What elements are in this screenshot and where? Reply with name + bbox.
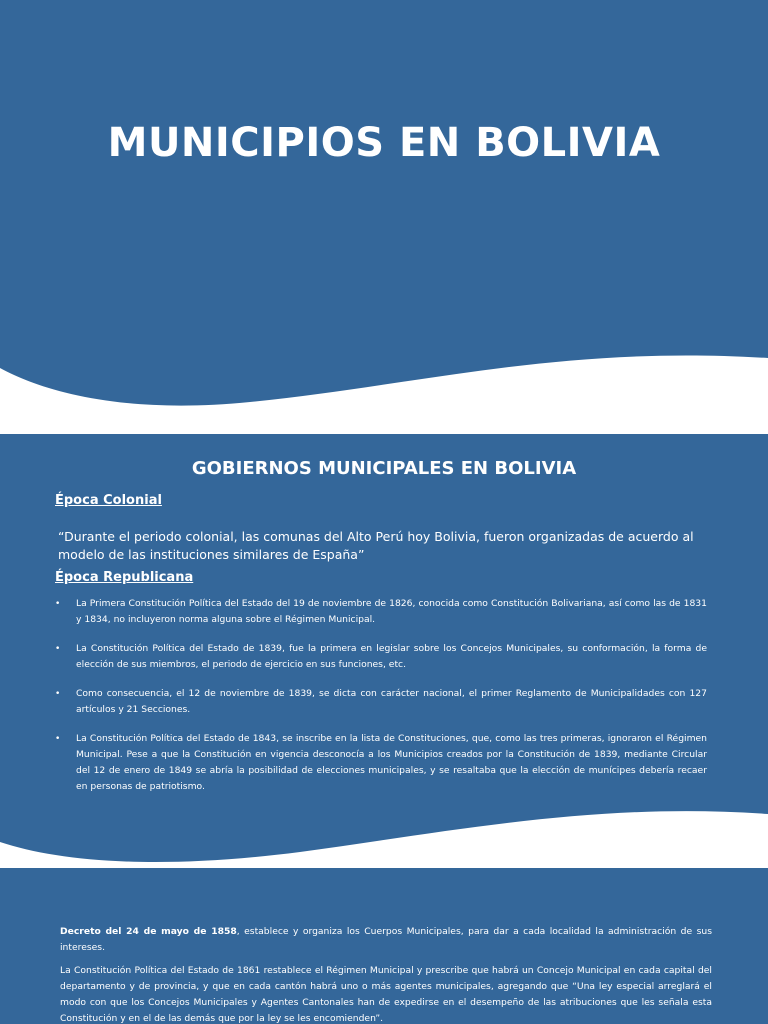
colonial-heading: Época Colonial — [55, 493, 162, 508]
list-item — [55, 596, 707, 628]
list-item — [55, 641, 707, 673]
decree-slide — [0, 868, 768, 1024]
colonial-quote: “Durante el periodo colonial, las comunas del Alto Perú hoy Bolivia, fueron organizadas de acuerdo al modelo de las instituciones similares de España” — [58, 529, 694, 562]
history-slide — [0, 434, 768, 866]
bullet-icon: • — [55, 644, 61, 654]
republican-heading: Época Republicana — [55, 570, 194, 585]
bullet-text: Como consecuencia, el 12 de noviembre de 1839, se dicta con carácter nacional, el primer Reglamento de Municipalidades con 127 artículos y 21 Secciones. — [76, 688, 707, 715]
bullet-icon: • — [55, 689, 61, 699]
bullet-icon: • — [55, 599, 61, 609]
constitution-1861-paragraph: La Constitución Política del Estado de 1861 restablece el Régimen Municipal y prescribe que habrá un Concejo Municipal en cada capital del departamento y de provincia, y que en cada cantón habrá uno o más agentes municipales, agregando que “Una ley especial arreglará el modo con que los Concejos Municipales y Agentes Cantonales han de expedirse en el desempeño de las atribuciones que les señala esta Constitución y en el de las demás que por la ley se les encomienden”. — [60, 965, 712, 1024]
republican-bullet-list — [55, 596, 707, 808]
bullet-text: La Primera Constitución Política del Estado del 19 de noviembre de 1826, conocida como Constitución Bolivariana, así como las de 1831 y 1834, no incluyeron norma alguna sobre el Régimen Municipal. — [76, 598, 707, 625]
decree-paragraph — [60, 924, 712, 956]
bullet-text: La Constitución Política del Estado de 1839, fue la primera en legislar sobre los Concejos Municipales, su conformación, la forma de elección de sus miembros, el periodo de ejercicio en sus funciones, etc. — [76, 643, 707, 670]
bullet-icon: • — [55, 734, 61, 744]
slide-title: GOBIERNOS MUNICIPALES EN BOLIVIA — [191, 458, 577, 479]
wave-decoration — [0, 800, 768, 866]
wave-decoration — [0, 340, 768, 428]
list-item — [55, 731, 707, 795]
bullet-text: La Constitución Política del Estado de 1843, se inscribe en la lista de Constituciones, que, como las tres primeras, ignoraron el Régimen Municipal. Pese a que la Constitución en vigencia desconocía a los Municipios creados por la Constitución de 1839, mediante Circular del 12 de enero de 1849 se abría la posibilidad de elecciones municipales, y se resaltaba que la elección de munícipes debería recaer en personas de patriotismo. — [76, 733, 707, 792]
decree-title: Decreto del 24 de mayo de 1858 — [60, 926, 237, 937]
slide-title: MUNICIPIOS EN BOLIVIA — [107, 120, 661, 166]
title-slide — [0, 0, 768, 428]
list-item — [55, 686, 707, 718]
decree-text: , establece y organiza los Cuerpos Municipales, para dar a cada localidad la administración de sus intereses. — [60, 926, 712, 953]
